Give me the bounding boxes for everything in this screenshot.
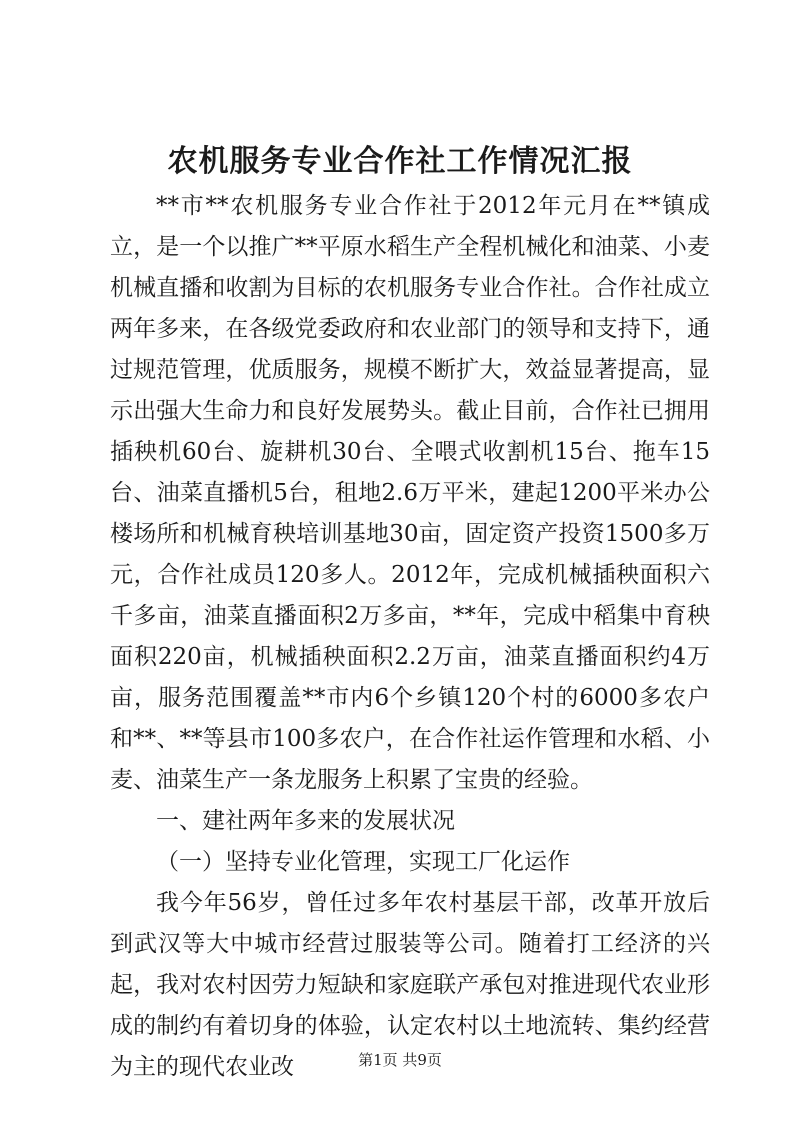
document-title: 农机服务专业合作社工作情况汇报 [167,144,633,179]
paragraph-background: 我今年56岁，曾任过多年农村基层干部，改革开放后到武汉等大中城市经营过服装等公司。随着打工经济的兴起，我对农村因劳力短缺和家庭联产承包对推进现代农业形成的制约有着切身的体验，认定农村以土地流转、集约经营为主的现代农业改 [110,890,710,1080]
document-body [110,186,710,1088]
section-heading: 一、建社两年多来的发展状况 [156,808,455,834]
paragraph-intro: **市**农机服务专业合作社于2012年元月在**镇成立，是一个以推广**平原水稻生产全程机械化和油菜、小麦机械直播和收割为目标的农机服务专业合作社。合作社成立两年多来，在各级党委政府和农业部门的领导和支持下，通过规范管理，优质服务，规模不断扩大，效益显著提高，显示出强大生命力和良好发展势头。截止目前，合作社已拥用插秧机60台、旋耕机30台、全喂式收割机15台、拖车15台、油菜直播机5台，租地2.6万平米，建起1200平米办公楼场所和机械育秧培训基地30亩，固定资产投资1500多万元，合作社成员120多人。2012年，完成机械插秧面积六千多亩，油菜直播面积2万多亩，**年，完成中稻集中育秧面积220亩，机械插秧面积2.2万亩，油菜直播面积约4万亩，服务范围覆盖**市内6个乡镇120个村的6000多农户和**、**等县市100多农户，在合作社运作管理和水稻、小麦、油菜生产一条龙服务上积累了宝贵的经验。 [110,193,710,793]
subsection-heading: （一）坚持专业化管理，实现工厂化运作 [156,849,570,875]
page-footer: 第1页 共9页 [358,1051,442,1069]
